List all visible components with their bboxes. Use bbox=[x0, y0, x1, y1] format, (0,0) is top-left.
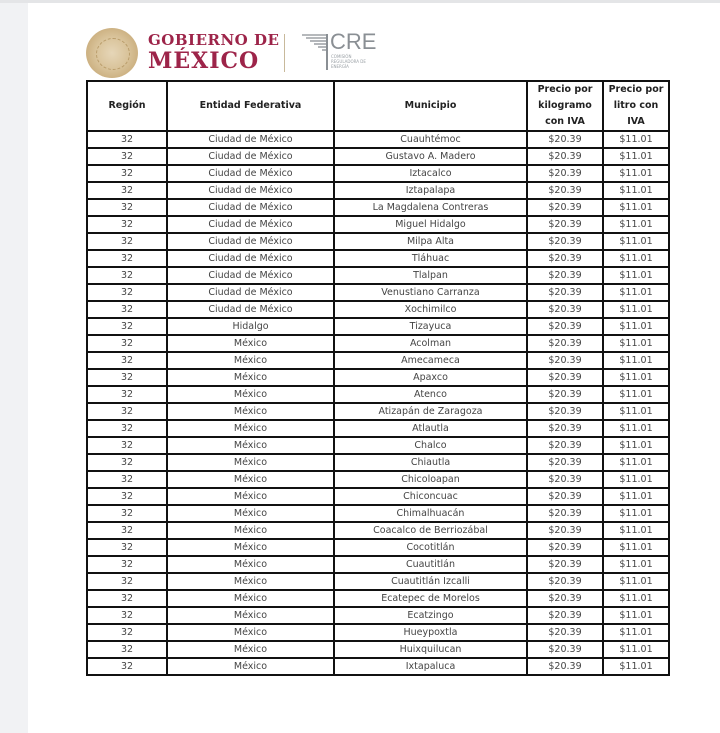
cell-precio-kg: $20.39 bbox=[527, 352, 603, 369]
cell-municipio: Ecatepec de Morelos bbox=[334, 590, 527, 607]
cell-region: 32 bbox=[87, 624, 167, 641]
table-row bbox=[87, 573, 669, 590]
cell-region: 32 bbox=[87, 539, 167, 556]
cell-entidad: México bbox=[167, 658, 334, 675]
cell-precio-kg: $20.39 bbox=[527, 182, 603, 199]
cell-precio-litro: $11.01 bbox=[603, 420, 669, 437]
table-row bbox=[87, 539, 669, 556]
cell-precio-kg: $20.39 bbox=[527, 233, 603, 250]
table-row bbox=[87, 369, 669, 386]
cell-precio-litro: $11.01 bbox=[603, 403, 669, 420]
cell-precio-kg: $20.39 bbox=[527, 216, 603, 233]
cell-entidad: México bbox=[167, 420, 334, 437]
cell-region: 32 bbox=[87, 131, 167, 148]
logo-divider bbox=[284, 34, 285, 72]
cell-entidad: México bbox=[167, 607, 334, 624]
cell-precio-kg: $20.39 bbox=[527, 403, 603, 420]
cell-entidad: Ciudad de México bbox=[167, 284, 334, 301]
cell-municipio: Chiconcuac bbox=[334, 488, 527, 505]
cell-precio-kg: $20.39 bbox=[527, 658, 603, 675]
table-row bbox=[87, 386, 669, 403]
cell-precio-litro: $11.01 bbox=[603, 658, 669, 675]
cell-precio-kg: $20.39 bbox=[527, 590, 603, 607]
cell-municipio: Amecameca bbox=[334, 352, 527, 369]
cell-region: 32 bbox=[87, 301, 167, 318]
table-row bbox=[87, 301, 669, 318]
cell-entidad: Ciudad de México bbox=[167, 267, 334, 284]
cell-region: 32 bbox=[87, 454, 167, 471]
cell-municipio: Atlautla bbox=[334, 420, 527, 437]
gobierno-line2: MÉXICO bbox=[148, 48, 260, 74]
table-row bbox=[87, 318, 669, 335]
cell-municipio: Ecatzingo bbox=[334, 607, 527, 624]
cell-region: 32 bbox=[87, 335, 167, 352]
cell-municipio: Cuautitlán bbox=[334, 556, 527, 573]
table-row bbox=[87, 556, 669, 573]
cell-entidad: México bbox=[167, 386, 334, 403]
cell-entidad: México bbox=[167, 590, 334, 607]
cre-subtitle: COMISIÓN REGULADORA DE ENERGÍA bbox=[331, 54, 366, 69]
cell-municipio: Apaxco bbox=[334, 369, 527, 386]
cell-municipio: Cocotitlán bbox=[334, 539, 527, 556]
cell-entidad: Ciudad de México bbox=[167, 216, 334, 233]
table-row bbox=[87, 165, 669, 182]
cell-precio-litro: $11.01 bbox=[603, 165, 669, 182]
table-row bbox=[87, 403, 669, 420]
cell-precio-kg: $20.39 bbox=[527, 250, 603, 267]
table-row bbox=[87, 352, 669, 369]
cell-municipio: Venustiano Carranza bbox=[334, 284, 527, 301]
table-row bbox=[87, 641, 669, 658]
price-table bbox=[86, 80, 670, 676]
cell-municipio: Tlalpan bbox=[334, 267, 527, 284]
cell-municipio: Iztapalapa bbox=[334, 182, 527, 199]
cell-precio-litro: $11.01 bbox=[603, 539, 669, 556]
table-row bbox=[87, 624, 669, 641]
cell-precio-kg: $20.39 bbox=[527, 624, 603, 641]
cell-region: 32 bbox=[87, 250, 167, 267]
table-row bbox=[87, 607, 669, 624]
cell-precio-litro: $11.01 bbox=[603, 590, 669, 607]
cell-precio-kg: $20.39 bbox=[527, 148, 603, 165]
cell-entidad: México bbox=[167, 522, 334, 539]
cell-entidad: Ciudad de México bbox=[167, 165, 334, 182]
document-header bbox=[86, 26, 406, 76]
cell-region: 32 bbox=[87, 216, 167, 233]
cell-region: 32 bbox=[87, 233, 167, 250]
cell-region: 32 bbox=[87, 471, 167, 488]
cell-precio-kg: $20.39 bbox=[527, 369, 603, 386]
cell-region: 32 bbox=[87, 369, 167, 386]
cell-precio-litro: $11.01 bbox=[603, 233, 669, 250]
cell-entidad: México bbox=[167, 471, 334, 488]
cell-entidad: Ciudad de México bbox=[167, 148, 334, 165]
cell-entidad: México bbox=[167, 352, 334, 369]
cell-region: 32 bbox=[87, 182, 167, 199]
table-row bbox=[87, 471, 669, 488]
cell-entidad: México bbox=[167, 641, 334, 658]
table-row bbox=[87, 658, 669, 675]
col-header-precio-litro: Precio por litro con IVA bbox=[603, 81, 669, 131]
cell-precio-litro: $11.01 bbox=[603, 488, 669, 505]
cell-municipio: Tláhuac bbox=[334, 250, 527, 267]
cell-region: 32 bbox=[87, 165, 167, 182]
cell-precio-litro: $11.01 bbox=[603, 641, 669, 658]
cell-region: 32 bbox=[87, 505, 167, 522]
cell-region: 32 bbox=[87, 352, 167, 369]
cell-municipio: Milpa Alta bbox=[334, 233, 527, 250]
cell-municipio: Acolman bbox=[334, 335, 527, 352]
cell-precio-kg: $20.39 bbox=[527, 573, 603, 590]
cell-precio-litro: $11.01 bbox=[603, 267, 669, 284]
gobierno-de-mexico-logo bbox=[148, 31, 279, 73]
cell-region: 32 bbox=[87, 148, 167, 165]
cell-precio-litro: $11.01 bbox=[603, 607, 669, 624]
cell-precio-kg: $20.39 bbox=[527, 131, 603, 148]
cell-municipio: Xochimilco bbox=[334, 301, 527, 318]
table-row bbox=[87, 488, 669, 505]
table-row bbox=[87, 216, 669, 233]
cell-precio-kg: $20.39 bbox=[527, 335, 603, 352]
cell-entidad: Ciudad de México bbox=[167, 233, 334, 250]
cell-precio-litro: $11.01 bbox=[603, 250, 669, 267]
cell-municipio: Chicoloapan bbox=[334, 471, 527, 488]
cell-entidad: México bbox=[167, 403, 334, 420]
cell-precio-litro: $11.01 bbox=[603, 369, 669, 386]
cell-region: 32 bbox=[87, 267, 167, 284]
cell-municipio: Tizayuca bbox=[334, 318, 527, 335]
cell-precio-litro: $11.01 bbox=[603, 284, 669, 301]
cell-municipio: Gustavo A. Madero bbox=[334, 148, 527, 165]
cell-municipio: Cuautitlán Izcalli bbox=[334, 573, 527, 590]
cell-entidad: México bbox=[167, 539, 334, 556]
cell-municipio: Atenco bbox=[334, 386, 527, 403]
cell-precio-litro: $11.01 bbox=[603, 471, 669, 488]
cell-entidad: Ciudad de México bbox=[167, 182, 334, 199]
cell-precio-litro: $11.01 bbox=[603, 335, 669, 352]
cell-entidad: México bbox=[167, 369, 334, 386]
cell-region: 32 bbox=[87, 488, 167, 505]
cell-entidad: México bbox=[167, 488, 334, 505]
cell-precio-kg: $20.39 bbox=[527, 420, 603, 437]
cell-municipio: La Magdalena Contreras bbox=[334, 199, 527, 216]
cell-precio-kg: $20.39 bbox=[527, 471, 603, 488]
table-row bbox=[87, 131, 669, 148]
cell-precio-litro: $11.01 bbox=[603, 318, 669, 335]
table-row bbox=[87, 284, 669, 301]
cell-municipio: Chimalhuacán bbox=[334, 505, 527, 522]
cell-entidad: Hidalgo bbox=[167, 318, 334, 335]
cell-municipio: Hueypoxtla bbox=[334, 624, 527, 641]
cell-region: 32 bbox=[87, 403, 167, 420]
cell-precio-litro: $11.01 bbox=[603, 216, 669, 233]
cell-precio-kg: $20.39 bbox=[527, 522, 603, 539]
cell-precio-kg: $20.39 bbox=[527, 488, 603, 505]
cell-precio-litro: $11.01 bbox=[603, 148, 669, 165]
cell-region: 32 bbox=[87, 641, 167, 658]
cell-region: 32 bbox=[87, 573, 167, 590]
table-row bbox=[87, 199, 669, 216]
cell-entidad: México bbox=[167, 624, 334, 641]
cell-precio-litro: $11.01 bbox=[603, 556, 669, 573]
cell-precio-litro: $11.01 bbox=[603, 573, 669, 590]
cell-precio-kg: $20.39 bbox=[527, 505, 603, 522]
cell-precio-litro: $11.01 bbox=[603, 454, 669, 471]
table-row bbox=[87, 522, 669, 539]
cell-precio-kg: $20.39 bbox=[527, 318, 603, 335]
cre-logo-text: CRE bbox=[330, 29, 377, 54]
cre-bar bbox=[326, 34, 328, 70]
table-row bbox=[87, 590, 669, 607]
cell-region: 32 bbox=[87, 437, 167, 454]
cell-precio-litro: $11.01 bbox=[603, 301, 669, 318]
cell-precio-kg: $20.39 bbox=[527, 267, 603, 284]
table-row bbox=[87, 233, 669, 250]
cell-precio-kg: $20.39 bbox=[527, 539, 603, 556]
table-row bbox=[87, 437, 669, 454]
cell-entidad: México bbox=[167, 505, 334, 522]
cell-municipio: Chiautla bbox=[334, 454, 527, 471]
table-row bbox=[87, 148, 669, 165]
cell-precio-kg: $20.39 bbox=[527, 454, 603, 471]
cell-precio-kg: $20.39 bbox=[527, 641, 603, 658]
cell-entidad: México bbox=[167, 335, 334, 352]
cell-region: 32 bbox=[87, 556, 167, 573]
cell-entidad: México bbox=[167, 556, 334, 573]
cell-precio-kg: $20.39 bbox=[527, 165, 603, 182]
cell-region: 32 bbox=[87, 284, 167, 301]
cell-precio-litro: $11.01 bbox=[603, 505, 669, 522]
cell-precio-kg: $20.39 bbox=[527, 556, 603, 573]
cell-precio-kg: $20.39 bbox=[527, 284, 603, 301]
table-row bbox=[87, 182, 669, 199]
cell-municipio: Miguel Hidalgo bbox=[334, 216, 527, 233]
cell-precio-litro: $11.01 bbox=[603, 182, 669, 199]
cell-precio-kg: $20.39 bbox=[527, 301, 603, 318]
cell-region: 32 bbox=[87, 318, 167, 335]
cell-precio-kg: $20.39 bbox=[527, 199, 603, 216]
cell-municipio: Chalco bbox=[334, 437, 527, 454]
table-row bbox=[87, 267, 669, 284]
table-row bbox=[87, 420, 669, 437]
cell-entidad: Ciudad de México bbox=[167, 250, 334, 267]
cell-municipio: Ixtapaluca bbox=[334, 658, 527, 675]
table-header-row bbox=[87, 81, 669, 131]
cell-region: 32 bbox=[87, 522, 167, 539]
gobierno-line1: GOBIERNO DE bbox=[148, 31, 280, 49]
cell-region: 32 bbox=[87, 590, 167, 607]
cell-region: 32 bbox=[87, 607, 167, 624]
col-header-region: Región bbox=[87, 81, 167, 131]
col-header-municipio: Municipio bbox=[334, 81, 527, 131]
cell-precio-kg: $20.39 bbox=[527, 386, 603, 403]
cell-municipio: Cuauhtémoc bbox=[334, 131, 527, 148]
cell-entidad: Ciudad de México bbox=[167, 199, 334, 216]
cell-municipio: Atizapán de Zaragoza bbox=[334, 403, 527, 420]
cell-municipio: Iztacalco bbox=[334, 165, 527, 182]
cell-region: 32 bbox=[87, 658, 167, 675]
cell-precio-kg: $20.39 bbox=[527, 437, 603, 454]
cell-precio-litro: $11.01 bbox=[603, 386, 669, 403]
cell-entidad: Ciudad de México bbox=[167, 131, 334, 148]
cell-municipio: Huixquilucan bbox=[334, 641, 527, 658]
table-row bbox=[87, 454, 669, 471]
cell-precio-litro: $11.01 bbox=[603, 131, 669, 148]
table-row bbox=[87, 335, 669, 352]
cell-precio-litro: $11.01 bbox=[603, 199, 669, 216]
cell-precio-litro: $11.01 bbox=[603, 522, 669, 539]
cell-entidad: Ciudad de México bbox=[167, 301, 334, 318]
mexico-seal-logo bbox=[86, 28, 138, 78]
cell-entidad: México bbox=[167, 573, 334, 590]
cell-precio-litro: $11.01 bbox=[603, 352, 669, 369]
cell-precio-litro: $11.01 bbox=[603, 437, 669, 454]
cell-municipio: Coacalco de Berriozábal bbox=[334, 522, 527, 539]
col-header-entidad: Entidad Federativa bbox=[167, 81, 334, 131]
cell-region: 32 bbox=[87, 386, 167, 403]
cell-region: 32 bbox=[87, 420, 167, 437]
cell-region: 32 bbox=[87, 199, 167, 216]
table-row bbox=[87, 505, 669, 522]
cell-precio-kg: $20.39 bbox=[527, 607, 603, 624]
col-header-precio-kg: Precio por kilogramo con IVA bbox=[527, 81, 603, 131]
cell-entidad: México bbox=[167, 437, 334, 454]
table-row bbox=[87, 250, 669, 267]
cell-entidad: México bbox=[167, 454, 334, 471]
cell-precio-litro: $11.01 bbox=[603, 624, 669, 641]
